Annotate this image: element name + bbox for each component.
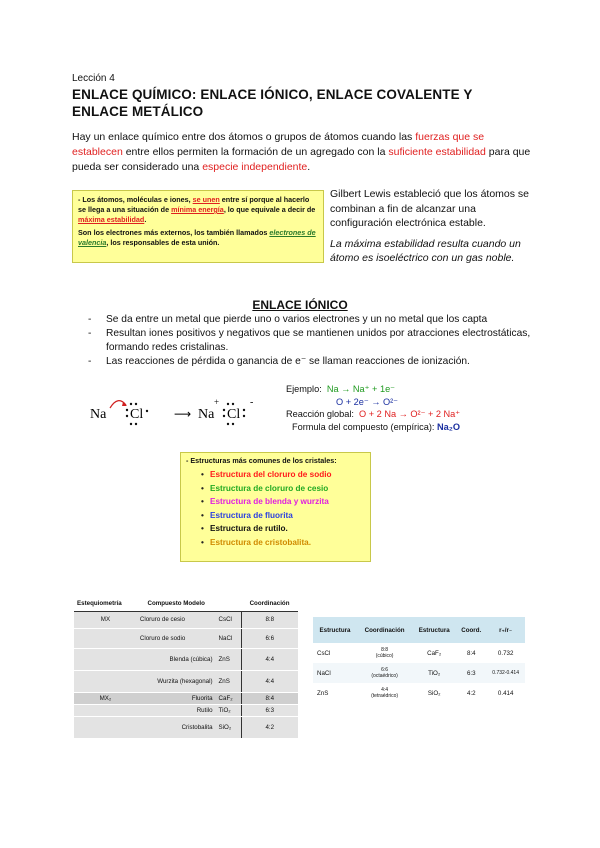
plus-charge: +	[214, 397, 220, 407]
minus-charge: -	[250, 397, 254, 408]
intro-text: para que pueda ser considerado una	[72, 146, 531, 173]
bullet-list	[88, 313, 548, 369]
formula-label: Formula del compuesto (empírica):	[292, 421, 435, 432]
note-text: entre sí porque al hacerlo se llega a una situación de	[78, 195, 310, 214]
table-cell: Cristobalita	[137, 716, 216, 738]
page-title: ENLACE QUÍMICO: ENLACE IÓNICO, ENLACE COVALENTE Y ENLACE METÁLICO	[72, 87, 473, 119]
table-cell: 4:2	[456, 683, 486, 703]
table-cell: 8:4	[456, 643, 486, 663]
table-cell: 6:6	[241, 628, 298, 648]
global-equation: O + 2 Na → O²⁻ + 2 Na⁺	[359, 409, 461, 419]
table-cell: 4:4	[241, 648, 298, 670]
table-row	[313, 683, 525, 703]
list-item: • Estructura de fluorita	[186, 509, 365, 523]
table-row	[313, 643, 525, 663]
table-cell: 0.414	[486, 683, 525, 703]
column-header: Coordinación	[241, 597, 298, 611]
note-highlight: mínima energía	[171, 205, 224, 214]
table-cell	[74, 716, 137, 738]
intro-highlight: suficiente estabilidad	[388, 146, 486, 158]
table-cell: 6:3	[456, 663, 486, 683]
na-atom: Na	[90, 407, 107, 422]
list-item: • Estructura de blenda y wurzita	[186, 495, 365, 509]
coord-value: 8:8	[381, 647, 389, 653]
formula-line	[286, 421, 536, 434]
example-label: Ejemplo:	[286, 384, 322, 394]
intro-paragraph	[72, 130, 532, 175]
table-cell: 8:4	[241, 692, 298, 704]
table-header	[74, 597, 298, 611]
note-text: .	[144, 215, 147, 224]
table-cell: CaF₂	[216, 692, 242, 704]
intro-highlight: especie independiente	[202, 161, 308, 173]
note-text: - Los átomos, moléculas e iones,	[78, 195, 193, 204]
column-header: Estructura	[412, 617, 456, 643]
coord-geometry: (cúbico)	[375, 653, 394, 659]
global-line	[286, 408, 536, 421]
table-cell	[74, 670, 137, 692]
column-header: r₊/r₋	[486, 617, 525, 643]
radius-ratio-table	[313, 617, 525, 703]
table-cell: 0.732-0.414	[486, 663, 525, 683]
lewis-italic: La máxima estabilidad resulta cuando un átomo es isoeléctrico con un gas noble.	[330, 237, 521, 264]
example-equation-2: O + 2e⁻ → O²⁻	[336, 396, 399, 407]
note-highlight: se unen	[192, 195, 220, 204]
table-cell: ZnS	[216, 648, 242, 670]
column-header	[216, 597, 242, 611]
crystal-structures-box	[180, 452, 371, 562]
lewis-reaction-diagram	[90, 393, 270, 433]
structures-header: - Estructuras más comunes de los cristales:	[186, 456, 337, 465]
stability-note-2	[78, 228, 318, 248]
cl-atom: Cl	[130, 407, 144, 422]
table-cell: SiO₂	[216, 716, 242, 738]
table-cell: CaF₂	[412, 643, 456, 663]
table-cell: Rutilo	[137, 704, 216, 716]
list-item: - Se da entre un metal que pierde uno o varios electrones y un no metal que los capta	[88, 313, 548, 327]
lesson-label: Lección 4	[72, 73, 115, 84]
table-cell: Wurzita (hexagonal)	[137, 670, 216, 692]
table-row	[74, 611, 298, 628]
table-cell: MX₂	[74, 692, 137, 704]
table-cell	[357, 663, 412, 683]
note-text: , lo que equivale a decir de	[223, 205, 316, 214]
note-text: , los responsables de esta unión.	[106, 238, 220, 247]
table-cell: 4:2	[241, 716, 298, 738]
list-item: - Las reacciones de pérdida o ganancia de e⁻ se llaman reacciones de ionización.	[88, 355, 548, 369]
table-cell: Cloruro de cesio	[137, 611, 216, 628]
table-row	[313, 663, 525, 683]
table-cell: CsCl	[313, 643, 357, 663]
coord-geometry: (octaédrico)	[371, 673, 398, 679]
table-cell: 4:4	[241, 670, 298, 692]
intro-text: entre ellos permiten la formación de un agregado con la	[122, 146, 389, 158]
example-line	[286, 383, 536, 396]
table-cell: Fluorita	[137, 692, 216, 704]
table-cell	[74, 648, 137, 670]
list-item: • Estructura de rutilo.	[186, 522, 365, 536]
table-cell: Cloruro de sodio	[137, 628, 216, 648]
stability-note-1	[78, 195, 318, 225]
example-line-2	[286, 396, 536, 409]
table-cell: Blenda (cúbica)	[137, 648, 216, 670]
table-row	[74, 628, 298, 648]
table-cell: CsCl	[216, 611, 242, 628]
table-cell: ZnS	[313, 683, 357, 703]
table-row	[74, 704, 298, 716]
column-header: Coord.	[456, 617, 486, 643]
table-cell: MX	[74, 611, 137, 628]
table-cell: NaCl	[313, 663, 357, 683]
stability-note-box	[72, 190, 324, 263]
table-cell: 6:3	[241, 704, 298, 716]
coord-value: 4:4	[381, 687, 389, 693]
cl-ion: Cl	[227, 407, 241, 422]
column-header: Estequiometría	[74, 597, 137, 611]
formula-value: Na₂O	[437, 421, 461, 432]
intro-text: .	[307, 161, 311, 173]
coord-value: 6:6	[381, 667, 389, 673]
table-row	[74, 670, 298, 692]
table-cell: NaCl	[216, 628, 242, 648]
table-header	[313, 617, 525, 643]
lewis-note	[330, 187, 530, 266]
note-text: Son los electrones más externos, los también llamados	[78, 228, 270, 237]
table-cell	[357, 683, 412, 703]
intro-text: Hay un enlace químico entre dos átomos o grupos de átomos cuando las	[72, 131, 416, 143]
table-cell: TiO₂	[216, 704, 242, 716]
list-item: • Estructura del cloruro de sodio	[186, 468, 365, 482]
table-cell	[74, 628, 137, 648]
list-item: • Estructura de cristobalita.	[186, 536, 365, 550]
ionization-equations	[286, 383, 536, 433]
table-cell	[74, 704, 137, 716]
list-item: • Estructura de cloruro de cesio	[186, 482, 365, 496]
coord-geometry: (tetraédrico)	[371, 693, 399, 699]
table-cell	[357, 643, 412, 663]
table-cell: SiO₂	[412, 683, 456, 703]
table-cell: 0.732	[486, 643, 525, 663]
note-highlight: electrones de valencia	[78, 228, 316, 247]
reaction-arrow: ⟶	[174, 407, 192, 421]
table-row	[74, 692, 298, 704]
intro-highlight: fuerzas que se establecen	[72, 131, 485, 158]
note-highlight: máxima estabilidad	[78, 215, 145, 224]
table-row	[74, 716, 298, 738]
table-row	[74, 648, 298, 670]
column-header: Compuesto Modelo	[137, 597, 216, 611]
table-cell: TiO₂	[412, 663, 456, 683]
na-ion: Na	[198, 407, 215, 422]
column-header: Coordinación	[357, 617, 412, 643]
global-label: Reacción global:	[286, 409, 354, 419]
section-title-text: ENLACE IÓNICO	[252, 298, 348, 312]
stoichiometry-table	[74, 597, 298, 739]
table-cell: ZnS	[216, 670, 242, 692]
example-equation-1: Na → Na⁺ + 1e⁻	[326, 384, 396, 394]
list-item: - Resultan iones positivos y negativos que se mantienen unidos por atracciones electrostáticas, formando redes cristalinas.	[88, 327, 548, 355]
section-title	[0, 298, 600, 312]
column-header: Estructura	[313, 617, 357, 643]
table-cell: 8:8	[241, 611, 298, 628]
lewis-text: Gilbert Lewis estableció que los átomos se combinan a fin de alcanzar una configuración electrónica estable.	[330, 188, 530, 229]
